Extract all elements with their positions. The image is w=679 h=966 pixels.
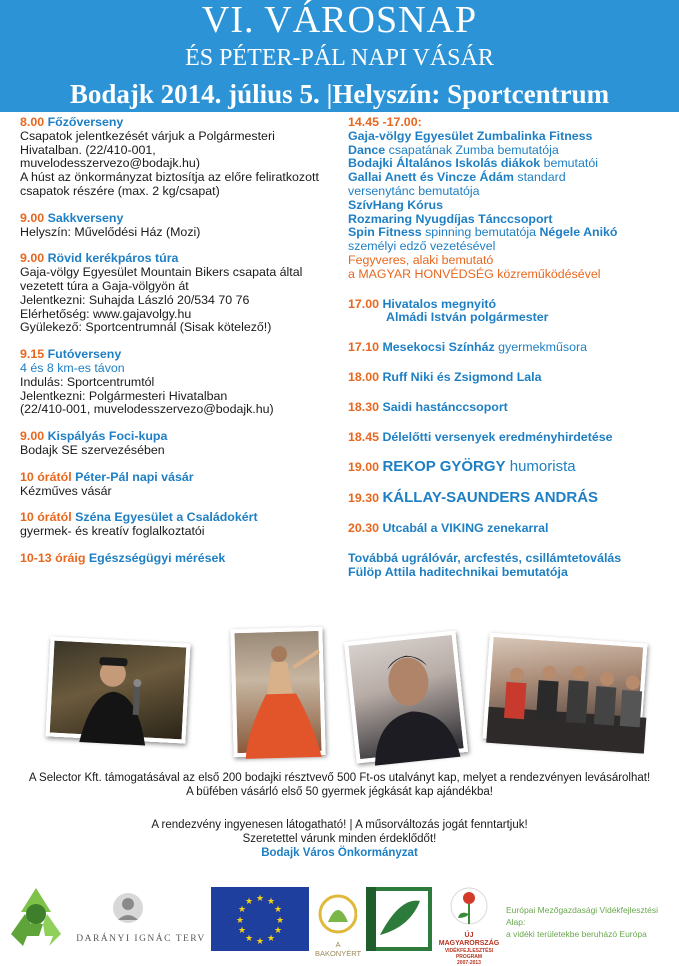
sponsor-notice: A Selector Kft. támogatásával az első 200 bodajki résztvevő 500 Ft-os utalványt kap, melyet a rendezvényen levásárolhat! A büfében vásárló első 50 gyermek jégkását kap ajándékba! — [28, 772, 651, 798]
leader-label: LEADER — [355, 904, 365, 937]
a-bakonyert-logo: A BAKONYÉRT — [312, 888, 364, 952]
page-title: VI. VÁROSNAP — [201, 0, 478, 41]
event-foci-kupa: 9.00 Kispályás Foci-kupa Bodajk SE szervezésében — [20, 429, 168, 457]
event-sakkverseny: 9.00 Sakkverseny Helyszín: Művelődési Ház (Mozi) — [20, 210, 201, 239]
date-location-line: Bodajk 2014. július 5. |Helyszín: Sportcentrum — [69, 79, 610, 109]
flower-icon — [436, 884, 502, 930]
photo-singer-image — [348, 634, 472, 767]
svg-text:★: ★ — [266, 897, 276, 907]
recycle-icon — [5, 884, 67, 952]
event-saidi: 18.30 Saidi hastánccsoport — [348, 399, 508, 414]
event-mesekocsi: 17.10 Mesekocsi Színház gyermekműsora — [348, 340, 587, 355]
extra-programs: Továbbá ugrálóvár, arcfestés, csillámtetoválás Fülöp Attila haditechnikai bemutatója — [348, 550, 622, 579]
event-szena-egyesulet: 10 órától Széna Egyesület a Családokért gyermek- és kreatív foglalkoztatói — [20, 510, 258, 539]
event-afternoon-block: 14.45 -17.00: Gaja-völgy Egyesület Zumbalinka Fitness Dance csapatának Zumba bemutatója Bodajki Általános Iskolás diákok bemutatói Gallai Anett és Vincze Ádám standard versenytánc bemutatója SzívHang Kórus Rozmaring Nyugdíjas Tánccsoport Spin Fitness spinning bemutatója Négele Anikó személyi edző vezetésével Fegyveres, alaki bemutató a MAGYAR HONVÉDSÉG közreműködésével — [348, 115, 618, 281]
program-left-column — [20, 116, 330, 579]
closing-notice: A rendezvény ingyenesen látogatható! | A műsorváltozás jogát fenntartjuk! Szeretettel várunk minden érdeklődőt! Bodajk Város Önkormányzat — [151, 819, 528, 859]
portrait-icon — [72, 886, 210, 932]
photo-band-image — [486, 637, 651, 754]
recycle-tree-logo — [5, 884, 67, 952]
photo-comedian-image — [49, 641, 194, 748]
uj-magyarorszag-logo: ÚJ MAGYARORSZÁG VIDÉKFEJLESZTÉSI PROGRAM 2007-2013 — [436, 884, 502, 952]
photo-dancer-image — [234, 631, 329, 761]
svg-text:★: ★ — [255, 937, 265, 947]
event-rekop: 19.00 REKOP GYÖRGY humorista — [348, 458, 576, 476]
svg-text:★: ★ — [273, 926, 283, 936]
svg-text:★: ★ — [273, 905, 283, 915]
photo-singer — [344, 630, 468, 763]
event-ruff-niki: 18.00 Ruff Niki és Zsigmond Lala — [348, 369, 542, 384]
svg-text:★: ★ — [255, 894, 265, 904]
event-kerekpartura: 9.00 Rövid kerékpáros túra Gaja-völgy Egyesület Mountain Bikers csapata által vezetett túra a Gaja-völgyön át Jelentkezni: Suhajda László 20/534 70 76 Elérhetőség: www.gajavolgy.hu Gyülekező: Sportcentrumnál (Sisak kötelező!) — [20, 251, 303, 335]
photo-dancer — [230, 627, 325, 757]
daranyi-ignac-terv-logo: DARÁNYI IGNÁC TERV — [72, 886, 210, 952]
header-banner — [0, 0, 679, 112]
eu-agricultural-fund-text: Európai Mezőgazdasági Vidékfejlesztési Alap: a vidéki területekbe beruházó Európa — [506, 905, 658, 939]
page-subtitle: ÉS PÉTER-PÁL NAPI VÁSÁR — [185, 45, 494, 71]
photo-comedian — [45, 636, 190, 743]
eu-flag-logo — [211, 887, 309, 951]
event-kallay-saunders: 19.30 KÁLLAY-SAUNDERS ANDRÁS — [348, 489, 599, 507]
photo-band — [482, 633, 647, 750]
event-megnyito: 17.00 Hivatalos megnyitó Almádi István polgármester — [348, 296, 549, 325]
eu-stars-icon — [211, 887, 309, 951]
event-egeszsegugyi-meresek: 10-13 óráig Egészségügyi mérések — [20, 550, 226, 565]
event-futoverseny: 9.15 Futóverseny 4 és 8 km-es távon Indulás: Sportcentrumtól Jelentkezni: Polgármesteri Hivatalban (22/410-001, muvelodesszervezo@bodajk.hu) — [20, 347, 274, 417]
event-eredmenyhirdetes: 18.45 Délelőtti versenyek eredményhirdetése — [348, 429, 613, 444]
svg-text:★: ★ — [237, 905, 247, 915]
event-vasar: 10 órától Péter-Pál napi vásár Kézműves vásár — [20, 469, 194, 498]
svg-text:★: ★ — [237, 926, 247, 936]
svg-text:★: ★ — [275, 916, 285, 926]
event-fozoverseny: 8.00 Főzőverseny Csapatok jelentkezését várjuk a Polgármesteri Hivatalban. (22/410-001, muvelodesszervezo@bodajk.hu) A húst az önkormányzat biztosítja az előre feliratkozott csapatok részére (max. 2 kg/csapat) — [20, 115, 319, 198]
svg-text:★: ★ — [244, 897, 254, 907]
svg-text:★: ★ — [244, 934, 254, 944]
event-utcabal: 20.30 Utcabál a VIKING zenekarral — [348, 520, 549, 535]
svg-text:★: ★ — [266, 934, 276, 944]
svg-text:★: ★ — [235, 916, 245, 926]
program-right-column — [348, 116, 670, 595]
